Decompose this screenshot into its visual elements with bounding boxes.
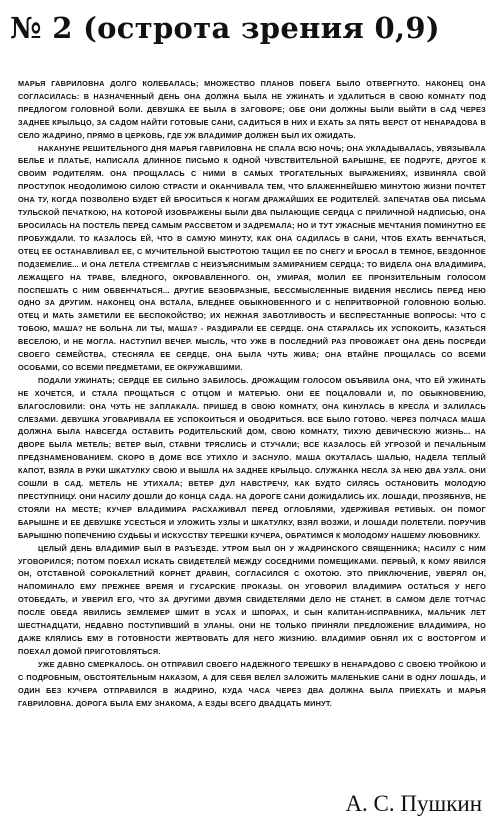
paragraph: ПОДАЛИ УЖИНАТЬ; СЕРДЦЕ ЕЕ СИЛЬНО ЗАБИЛОСЬ. ДРОЖАЩИМ ГОЛОСОМ ОБЪЯВИЛА ОНА, ЧТО ЕЙ УЖИНАТЬ НЕ ХОЧЕТСЯ, И СТАЛА ПРОЩАТЬСЯ С ОТЦОМ И МАТЕРЬЮ. ОНИ ЕЕ ПОЦАЛОВАЛИ И, ПО ОБЫКНОВЕНИЮ, БЛАГОСЛОВИЛИ: ОНА ЧУТЬ НЕ ЗАПЛАКАЛА. ПРИШЕД В СВОЮ КОМНАТУ, ОНА КИНУЛАСЬ В КРЕСЛА И ЗАЛИЛАСЬ СЛЕЗАМИ. ДЕВУШКА УГОВАРИВАЛА ЕЕ УСПОКОИТЬСЯ И ОБОДРИТЬСЯ. ВСЕ БЫЛО ГОТОВО. ЧЕРЕЗ ПОЛЧАСА МАША ДОЛЖНА БЫЛА НАВСЕГДА ОСТАВИТЬ РОДИТЕЛЬСКИЙ ДОМ, СВОЮ КОМНАТУ, ТИХУЮ ДЕВИЧЕСКУЮ ЖИЗНЬ... НА ДВОРЕ БЫЛА МЕТЕЛЬ; ВЕТЕР ВЫЛ, СТАВНИ ТРЯСЛИСЬ И СТУЧАЛИ; ВСЕ КАЗАЛОСЬ ЕЙ УГРОЗОЙ И ПЕЧАЛЬНЫМ ПРЕДЗНАМЕНОВАНИЕМ. СКОРО В ДОМЕ ВСЕ УТИХЛО И ЗАСНУЛО. МАША ОКУТАЛАСЬ ШАЛЬЮ, НАДЕЛА ТЕПЛЫЙ КАПОТ, ВЗЯЛА В РУКИ ШКАТУЛКУ СВОЮ И ВЫШЛА НА ЗАДНЕЕ КРЫЛЬЦО. СЛУЖАНКА НЕСЛА ЗА НЕЮ ДВА УЗЛА. ОНИ СОШЛИ В САД. МЕТЕЛЬ НЕ УТИХАЛА; ВЕТЕР ДУЛ НАВСТРЕЧУ, КАК БУДТО СИЛЯСЬ ОСТАНОВИТЬ МОЛОДУЮ ПРЕСТУПНИЦУ. ОНИ НАСИЛУ ДОШЛИ ДО КОНЦА САДА. НА ДОРОГЕ САНИ ДОЖИДАЛИСЬ ИХ. ЛОШАДИ, ПРОЗЯБНУВ, НЕ СТОЯЛИ НА МЕСТЕ; КУЧЕР ВЛАДИМИРА РАСХАЖИВАЛ ПЕРЕД ОГЛОБЛЯМИ, УДЕРЖИВАЯ РЕТИВЫХ. ОН ПОМОГ БАРЫШНЕ И ЕЕ ДЕВУШКЕ УСЕСТЬСЯ И УЛОЖИТЬ УЗЛЫ И ШКАТУЛКУ, ВЗЯЛ ВОЗЖИ, И ЛОШАДИ ПОЛЕТЕЛИ. ПОРУЧИВ БАРЫШНЮ ПОПЕЧЕНИЮ СУДЬБЫ И ИСКУССТВУ ТЕРЕШКИ КУЧЕРА, ОБРАТИМСЯ К МОЛОДОМУ НАШЕМУ ЛЮБОВНИКУ. [18, 375, 486, 540]
paragraph: МАРЬЯ ГАВРИЛОВНА ДОЛГО КОЛЕБАЛАСЬ; МНОЖЕСТВО ПЛАНОВ ПОБЕГА БЫЛО ОТВЕРГНУТО. НАКОНЕЦ ОНА СОГЛАСИЛАСЬ: В НАЗНАЧЕННЫЙ ДЕНЬ ОНА ДОЛЖНА БЫЛА НЕ УЖИНАТЬ И УДАЛИТЬСЯ В СВОЮ КОМНАТУ ПОД ПРЕДЛОГОМ ГОЛОВНОЙ БОЛИ. ДЕВУШКА ЕЕ БЫЛА В ЗАГОВОРЕ; ОБЕ ОНИ ДОЛЖНЫ БЫЛИ ВЫЙТИ В САД ЧЕРЕЗ ЗАДНЕЕ КРЫЛЬЦО, ЗА САДОМ НАЙТИ ГОТОВЫЕ САНИ, САДИТЬСЯ В НИХ И ЕХАТЬ ЗА ПЯТЬ ВЕРСТ ОТ НЕНАРАДОВА В СЕЛО ЖАДРИНО, ПРЯМО В ЦЕРКОВЬ, ГДЕ УЖ ВЛАДИМИР ДОЛЖЕН БЫЛ ИХ ОЖИДАТЬ. [18, 79, 486, 140]
text-body [18, 78, 486, 710]
paragraph: НАКАНУНЕ РЕШИТЕЛЬНОГО ДНЯ МАРЬЯ ГАВРИЛОВНА НЕ СПАЛА ВСЮ НОЧЬ; ОНА УКЛАДЫВАЛАСЬ, УВЯЗЫВАЛА БЕЛЬЕ И ПЛАТЬЕ, НАПИСАЛА ДЛИННОЕ ПИСЬМО К ОДНОЙ ЧУВСТВИТЕЛЬНОЙ БАРЫШНЕ, ЕЕ ПОДРУГЕ, ДРУГОЕ К СВОИМ РОДИТЕЛЯМ. ОНА ПРОЩАЛАСЬ С НИМИ В САМЫХ ТРОГАТЕЛЬНЫХ ВЫРАЖЕНИЯХ, ИЗВИНЯЛА СВОЙ ПРОСТУПОК НЕОДОЛИМОЮ СИЛОЮ СТРАСТИ И ОКАНЧИВАЛА ТЕМ, ЧТО БЛАЖЕННЕЙШЕЮ МИНУТОЮ ЖИЗНИ ПОЧТЕТ ОНА ТУ, КОГДА ПОЗВОЛЕНО БУДЕТ ЕЙ БРОСИТЬСЯ К НОГАМ ДРАЖАЙШИХ ЕЕ РОДИТЕЛЕЙ. ЗАПЕЧАТАВ ОБА ПИСЬМА ТУЛЬСКОЙ ПЕЧАТКОЮ, НА КОТОРОЙ ИЗОБРАЖЕНЫ БЫЛИ ДВА ПЫЛАЮЩИЕ СЕРДЦА С ПРИЛИЧНОЙ НАДПИСЬЮ, ОНА БРОСИЛАСЬ НА ПОСТЕЛЬ ПЕРЕД САМЫМ РАССВЕТОМ И ЗАДРЕМАЛА; НО И ТУТ УЖАСНЫЕ МЕЧТАНИЯ ПОМИНУТНО ЕЕ ПРОБУЖДАЛИ. ТО КАЗАЛОСЬ ЕЙ, ЧТО В САМУЮ МИНУТУ, КАК ОНА САДИЛАСЬ В САНИ, ЧТОБ ЕХАТЬ ВЕНЧАТЬСЯ, ОТЕЦ ЕЕ ОСТАНАВЛИВАЛ ЕЕ, С МУЧИТЕЛЬНОЙ БЫСТРОТОЮ ТАЩИЛ ЕЕ ПО СНЕГУ И БРОСАЛ В ТЕМНОЕ, БЕЗДОННОЕ ПОДЗЕМЕЛИЕ... И ОНА ЛЕТЕЛА СТРЕМГЛАВ С НЕИЗЪЯСНИМЫМ ЗАМИРАНИЕМ СЕРДЦА; ТО ВИДЕЛА ОНА ВЛАДИМИРА, ЛЕЖАЩЕГО НА ТРАВЕ, БЛЕДНОГО, ОКРОВАВЛЕННОГО. ОН, УМИРАЯ, МОЛИЛ ЕЕ ПРОНЗИТЕЛЬНЫМ ГОЛОСОМ ПОСПЕШАТЬ С НИМ ОБВЕНЧАТЬСЯ... ДРУГИЕ БЕЗОБРАЗНЫЕ, БЕССМЫСЛЕННЫЕ ВИДЕНИЯ НЕСЛИСЬ ПЕРЕД НЕЮ ОДНО ЗА ДРУГИМ. НАКОНЕЦ ОНА ВСТАЛА, БЛЕДНЕЕ ОБЫКНОВЕННОГО И С НЕПРИТВОРНОЙ ГОЛОВНОЮ БОЛЬЮ. ОТЕЦ И МАТЬ ЗАМЕТИЛИ ЕЕ БЕСПОКОЙСТВО; ИХ НЕЖНАЯ ЗАБОТЛИВОСТЬ И БЕСПРЕСТАННЫЕ ВОПРОСЫ: ЧТО С ТОБОЮ, МАША? НЕ БОЛЬНА ЛИ ТЫ, МАША? - РАЗДИРАЛИ ЕЕ СЕРДЦЕ. ОНА СТАРАЛАСЬ ИХ УСПОКОИТЬ, КАЗАТЬСЯ ВЕСЕЛОЮ, И НЕ МОГЛА. НАСТУПИЛ ВЕЧЕР. МЫСЛЬ, ЧТО УЖЕ В ПОСЛЕДНИЙ РАЗ ПРОВОЖАЕТ ОНА ДЕНЬ ПОСРЕДИ СВОЕГО СЕМЕЙСТВА, СТЕСНЯЛА ЕЕ СЕРДЦЕ. ОНА БЫЛА ЧУТЬ ЖИВА; ОНА ВТАЙНЕ ПРОЩАЛАСЬ СО ВСЕМИ ОСОБАМИ, СО ВСЕМИ ПРЕДМЕТАМИ, ЕЕ ОКРУЖАВШИМИ. [18, 143, 486, 372]
paragraph: ЦЕЛЫЙ ДЕНЬ ВЛАДИМИР БЫЛ В РАЗЪЕЗДЕ. УТРОМ БЫЛ ОН У ЖАДРИНСКОГО СВЯЩЕННИКА; НАСИЛУ С НИМ УГОВОРИЛСЯ; ПОТОМ ПОЕХАЛ ИСКАТЬ СВИДЕТЕЛЕЙ МЕЖДУ СОСЕДНИМИ ПОМЕЩИКАМИ. ПЕРВЫЙ, К КОМУ ЯВИЛСЯ ОН, ОТСТАВНОЙ СОРОКАЛЕТНИЙ КОРНЕТ ДРАВИН, СОГЛАСИЛСЯ С ОХОТОЮ. ЭТО ПРИКЛЮЧЕНИЕ, УВЕРЯЛ ОН, НАПОМИНАЛО ЕМУ ПРЕЖНЕЕ ВРЕМЯ И ГУСАРСКИЕ ПРОКАЗЫ. ОН УГОВОРИЛ ВЛАДИМИРА ОСТАТЬСЯ У НЕГО ОТОБЕДАТЬ, И УВЕРИЛ ЕГО, ЧТО ЗА ДРУГИМИ ДВУМЯ СВИДЕТЕЛЯМИ ДЕЛО НЕ СТАНЕТ. В САМОМ ДЕЛЕ ТОТЧАС ПОСЛЕ ОБЕДА ЯВИЛИСЬ ЗЕМЛЕМЕР ШМИТ В УСАХ И ШПОРАХ, И СЫН КАПИТАН-ИСПРАВНИКА, МАЛЬЧИК ЛЕТ ШЕСТНАДЦАТИ, НЕДАВНО ПОСТУПИВШИЙ В УЛАНЫ. ОНИ НЕ ТОЛЬКО ПРИНЯЛИ ПРЕДЛОЖЕНИЕ ВЛАДИМИРА, НО ДАЖЕ КЛЯЛИСЬ ЕМУ В ГОТОВНОСТИ ЖЕРТВОВАТЬ ДЛЯ НЕГО ЖИЗНИЮ. ВЛАДИМИР ОБНЯЛ ИХ С ВОСТОРГОМ И ПОЕХАЛ ДОМОЙ ПРИГОТОВЛЯТЬСЯ. [18, 543, 486, 656]
paragraph: УЖЕ ДАВНО СМЕРКАЛОСЬ. ОН ОТПРАВИЛ СВОЕГО НАДЕЖНОГО ТЕРЕШКУ В НЕНАРАДОВО С СВОЕЮ ТРОЙКОЮ И С ПОДРОБНЫМ, ОБСТОЯТЕЛЬНЫМ НАКАЗОМ, А ДЛЯ СЕБЯ ВЕЛЕЛ ЗАЛОЖИТЬ МАЛЕНЬКИЕ САНИ В ОДНУ ЛОШАДЬ, И ОДИН БЕЗ КУЧЕРА ОТПРАВИЛСЯ В ЖАДРИНО, КУДА ЧАСА ЧЕРЕЗ ДВА ДОЛЖНА БЫЛА ПРИЕХАТЬ И МАРЬЯ ГАВРИЛОВНА. ДОРОГА БЫЛА ЕМУ ЗНАКОМА, А ЕЗДЫ ВСЕГО ДВАДЦАТЬ МИНУТ. [18, 659, 486, 708]
page-title: № 2 (острота зрения 0,9) [10, 11, 440, 45]
author-signature: А. С. Пушкин [345, 791, 482, 816]
